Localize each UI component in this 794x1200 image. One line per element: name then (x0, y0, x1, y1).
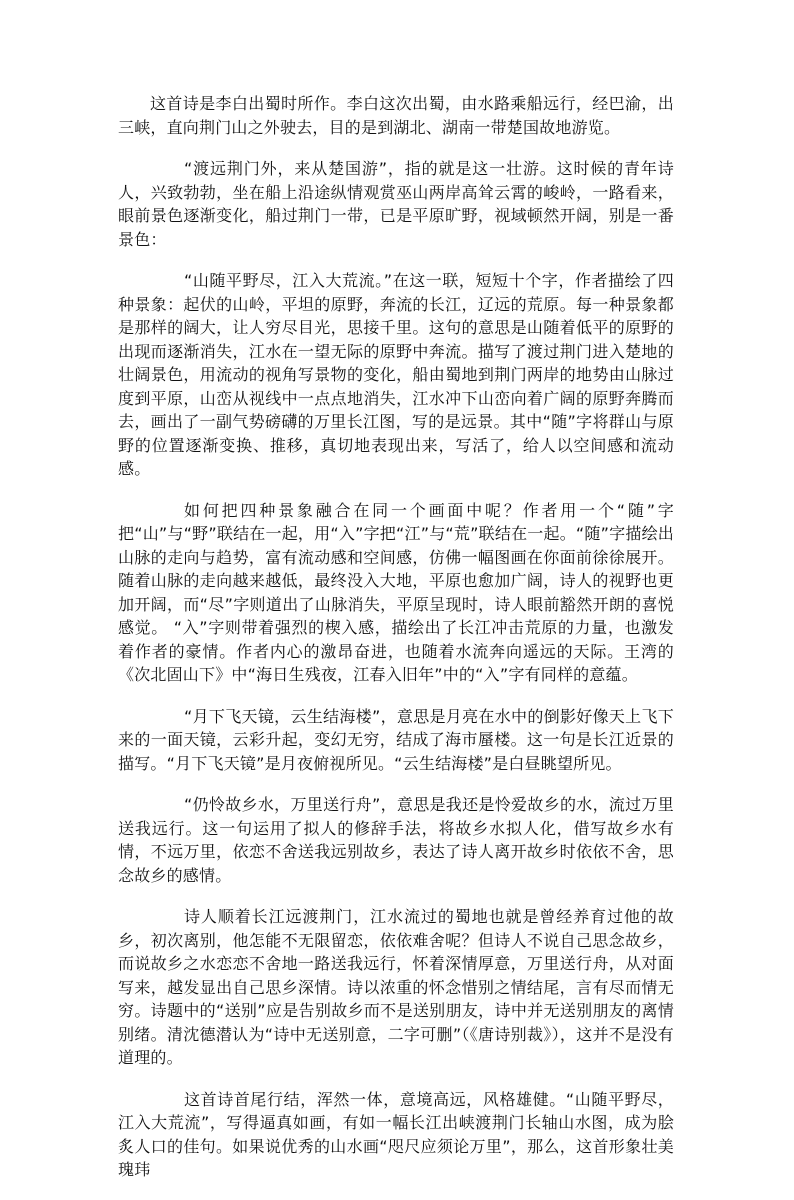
paragraph-conclusion: 这首诗首尾行结，浑然一体，意境高远，风格雄健。“山随平野尽，江入大荒流”，写得逼真如画，有如一幅长江出峡渡荆门长轴山水图，成为脍炙人口的佳句。如果说优秀的山水画“咫尺应须论万里”，那么，这首形象壮美瑰玮 (118, 1089, 674, 1179)
paragraph-moon-clouds: “月下飞天镜，云生结海楼”，意思是月亮在水中的倒影好像天上飞下来的一面天镜，云彩升起，变幻无穷，结成了海市蜃楼。这一句是长江近景的描写。“月下飞天镜”是月夜俯视所见。“云生结海楼”是白昼眺望所见。 (118, 706, 674, 773)
document-body (118, 92, 674, 1200)
paragraph-four-scenes: 如何把四种景象融合在同一个画面中呢？作者用一个“随”字把“山”与“野”联结在一起，用“入”字把“江”与“荒”联结在一起。“随”字描绘出山脉的走向与趋势，富有流动感和空间感，仿佛一幅图画在你面前徐徐展开。随着山脉的走向越来越低，最终没入大地，平原也愈加广阔，诗人的视野也更加开阔，而“尽”字则道出了山脉消失，平原呈现时，诗人眼前豁然开朗的喜悦感觉。 “入”字则带着强烈的楔入感，描绘出了长江冲击荒原的力量，也激发着作者的豪情。作者内心的激昂奋进，也随着水流奔向遥远的天际。王湾的《次北固山下》中“海日生残夜，江春入旧年”中的“入”字有同样的意蕴。 (118, 500, 674, 684)
paragraph-hometown-water: “仍怜故乡水，万里送行舟”，意思是我还是怜爱故乡的水，流过万里送我远行。这一句运用了拟人的修辞手法，将故乡水拟人化，借写故乡水有情，不远万里，依恋不舍送我远别故乡，表达了诗人离开故乡时依依不舍，思念故乡的感情。 (118, 795, 674, 885)
paragraph-journey: “渡远荆门外，来从楚国游”，指的就是这一壮游。这时候的青年诗人，兴致勃勃，坐在船上沿途纵情观赏巫山两岸高耸云霄的峻岭，一路看来，眼前景色逐渐变化，船过荆门一带，已是平原旷野，视域顿然开阔，别是一番景色： (118, 159, 674, 249)
paragraph-farewell: 诗人顺着长江远渡荆门，江水流过的蜀地也就是曾经养育过他的故乡，初次离别，他怎能不无限留恋，依依难舍呢？但诗人不说自己思念故乡，而说故乡之水恋恋不舍地一路送我远行，怀着深情厚意，万里送行舟，从对面写来，越发显出自己思乡深情。诗以浓重的怀念惜别之情结尾，言有尽而情无穷。诗题中的“送别”应是告别故乡而不是送别朋友，诗中并无送别朋友的离情别绪。清沈德潜认为“诗中无送别意，二字可删”（《唐诗别裁》），这并不是没有道理的。 (118, 907, 674, 1067)
paragraph-mountains-plain: “山随平野尽，江入大荒流。”在这一联，短短十个字，作者描绘了四种景象：起伏的山岭，平坦的原野，奔流的长江，辽远的荒原。每一种景象都是那样的阔大，让人穷尽目光，思接千里。这句的意思是山随着低平的原野的出现而逐渐消失，江水在一望无际的原野中奔流。描写了渡过荆门进入楚地的壮阔景色，用流动的视角写景物的变化，船由蜀地到荆门两岸的地势由山脉过度到平原，山峦从视线中一点点地消失，江水冲下山峦向着广阔的原野奔腾而去，画出了一副气势磅礴的万里长江图，写的是远景。其中“随”字将群山与原野的位置逐渐变换、推移，真切地表现出来，写活了，给人以空间感和流动感。 (118, 271, 674, 478)
paragraph-intro: 这首诗是李白出蜀时所作。李白这次出蜀，由水路乘船远行，经巴渝，出三峡，直向荆门山之外驶去，目的是到湖北、湖南一带楚国故地游览。 (118, 94, 674, 137)
